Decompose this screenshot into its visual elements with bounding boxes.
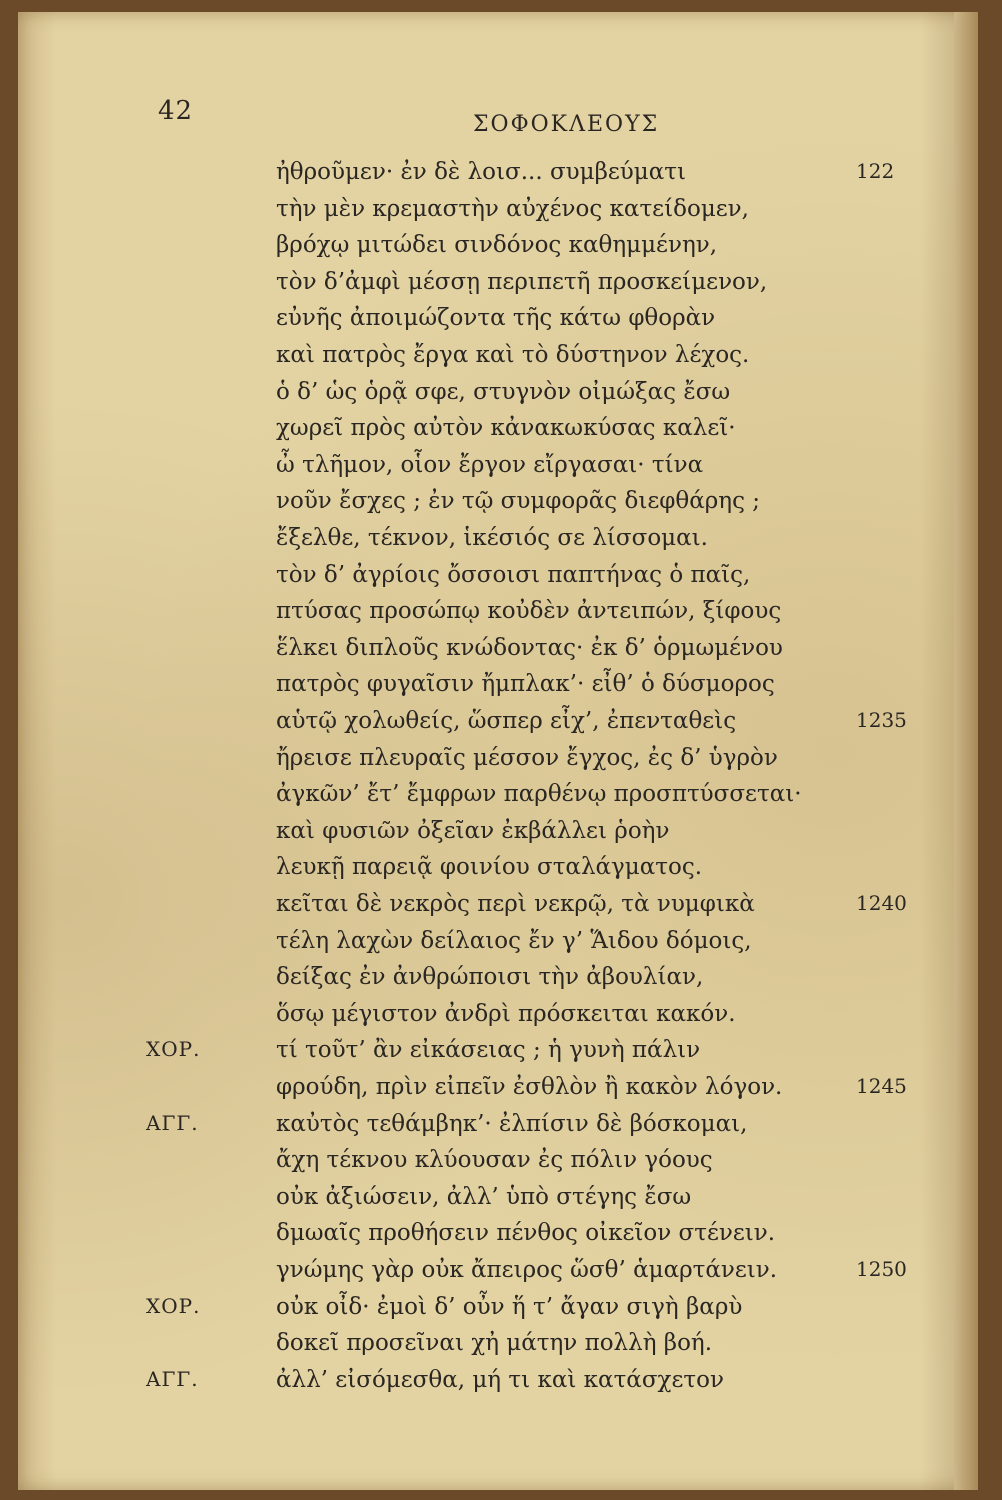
verse-text: χωρεῖ πρὸς αὐτὸν κἀνακωκύσας καλεῖ· <box>276 415 736 441</box>
verse-text: γνώμης γὰρ οὐκ ἄπειρος ὥσθ’ ἁμαρτάνειν. <box>276 1257 778 1283</box>
verse-line <box>18 1257 978 1293</box>
verse-line <box>18 452 978 488</box>
verse-line <box>18 1037 978 1073</box>
verse-text: ἀλλ’ εἰσόμεσθα, μή τι καὶ κατάσχετον <box>276 1367 724 1393</box>
verse-line <box>18 525 978 561</box>
verse-line <box>18 1184 978 1220</box>
verse-text: εὐνῆς ἀποιμώζοντα τῆς κάτω φθορὰν <box>276 305 716 331</box>
verse-text: δείξας ἐν ἀνθρώποισι τὴν ἀβουλίαν, <box>276 964 704 990</box>
verse-text: ἠθροῦμεν· ἐν δὲ λοισ... συμβεύματι <box>276 159 687 185</box>
verse-text: καὶ πατρὸς ἔργα καὶ τὸ δύστηνον λέχος. <box>276 342 750 368</box>
verse-text: οὐκ οἶδ· ἐμοὶ δ’ οὖν ἥ τ’ ἄγαν σιγὴ βαρὺ <box>276 1294 743 1320</box>
verse-line <box>18 1294 978 1330</box>
verse-text: βρόχῳ μιτώδει σινδόνος καθημμένην, <box>276 232 718 258</box>
verse-line <box>18 488 978 524</box>
verse-line <box>18 964 978 1000</box>
running-head: ΣΟΦΟΚΛΕΟΥΣ <box>473 112 660 137</box>
verse-line <box>18 1367 978 1403</box>
verse-text: τὸν δ’ ἀγρίοις ὄσσοισι παπτήνας ὁ παῖς, <box>276 562 751 588</box>
verse-line <box>18 745 978 781</box>
line-number: 1250 <box>856 1257 907 1281</box>
line-number: 1245 <box>856 1074 907 1098</box>
speaker-label: ΑΓΓ. <box>146 1111 199 1135</box>
verse-line <box>18 635 978 671</box>
verse-line <box>18 269 978 305</box>
verse-text: πατρὸς φυγαῖσιν ἤμπλακ’· εἶθ’ ὁ δύσμορος <box>276 671 775 697</box>
verse-line <box>18 781 978 817</box>
verse-text: νοῦν ἔσχες ; ἐν τῷ συμφορᾶς διεφθάρης ; <box>276 488 761 514</box>
verse-text: ὁ δ’ ὡς ὁρᾷ σφε, στυγνὸν οἰμώξας ἔσω <box>276 379 731 405</box>
verse-line <box>18 196 978 232</box>
page-number: 42 <box>158 96 194 126</box>
verse-text: τὸν δ’ἀμφὶ μέσσῃ περιπετῆ προσκείμενον, <box>276 269 768 295</box>
verse-line <box>18 1220 978 1256</box>
verse-line <box>18 854 978 890</box>
line-number: 1240 <box>856 891 907 915</box>
verse-text: ἄχη τέκνου κλύουσαν ἐς πόλιν γόους <box>276 1147 713 1173</box>
verse-line <box>18 1147 978 1183</box>
verse-line <box>18 671 978 707</box>
line-number: 122 <box>856 159 895 183</box>
verse-line <box>18 305 978 341</box>
verse-line <box>18 342 978 378</box>
verse-text: ὦ τλῆμον, οἷον ἔργον εἴργασαι· τίνα <box>276 452 704 478</box>
verse-line <box>18 708 978 744</box>
verse-text: κεῖται δὲ νεκρὸς περὶ νεκρῷ, τὰ νυμφικὰ <box>276 891 755 917</box>
verse-text: τί τοῦτ’ ἂν εἰκάσειας ; ἡ γυνὴ πάλιν <box>276 1037 701 1063</box>
verse-text: ὅσῳ μέγιστον ἀνδρὶ πρόσκειται κακόν. <box>276 1001 736 1027</box>
book-page <box>18 12 978 1490</box>
verse-line <box>18 159 978 195</box>
verse-line <box>18 415 978 451</box>
verse-line <box>18 1330 978 1366</box>
verse-line <box>18 232 978 268</box>
line-number: 1235 <box>856 708 907 732</box>
speaker-label: ΑΓΓ. <box>146 1367 199 1391</box>
verse-text: πτύσας προσώπῳ κοὐδὲν ἀντειπών, ξίφους <box>276 598 782 624</box>
verse-text: οὐκ ἀξιώσειν, ἀλλ’ ὑπὸ στέγης ἔσω <box>276 1184 692 1210</box>
verse-text: δοκεῖ προσεῖναι χἠ μάτην πολλὴ βοή. <box>276 1330 713 1356</box>
verse-line <box>18 928 978 964</box>
verse-line <box>18 1074 978 1110</box>
verse-text: δμωαῖς προθήσειν πένθος οἰκεῖον στένειν. <box>276 1220 776 1246</box>
speaker-label: ΧΟΡ. <box>146 1294 201 1318</box>
verse-line <box>18 818 978 854</box>
speaker-label: ΧΟΡ. <box>146 1037 201 1061</box>
verse-line <box>18 379 978 415</box>
verse-text: τὴν μὲν κρεμαστὴν αὐχένος κατείδομεν, <box>276 196 749 222</box>
verse-line <box>18 891 978 927</box>
verse-text: ἔξελθε, τέκνον, ἱκέσιός σε λίσσομαι. <box>276 525 708 551</box>
verse-line <box>18 1001 978 1037</box>
verse-line <box>18 598 978 634</box>
verse-text: λευκῇ παρειᾷ φοινίου σταλάγματος. <box>276 854 703 880</box>
verse-text: καὐτὸς τεθάμβηκ’· ἐλπίσιν δὲ βόσκομαι, <box>276 1111 748 1137</box>
verse-text: ἕλκει διπλοῦς κνώδοντας· ἐκ δ’ ὁρμωμένου <box>276 635 783 661</box>
verse-text: αὑτῷ χολωθείς, ὥσπερ εἶχ’, ἐπενταθεὶς <box>276 708 737 734</box>
verse-line <box>18 1111 978 1147</box>
verse-line <box>18 562 978 598</box>
verse-text: φρούδη, πρὶν εἰπεῖν ἐσθλὸν ἢ κακὸν λόγον. <box>276 1074 783 1100</box>
verse-text: τέλη λαχὼν δείλαιος ἔν γ’ Ἅιδου δόμοις, <box>276 928 752 954</box>
verse-text: ἤρεισε πλευραῖς μέσσον ἔγχος, ἐς δ’ ὑγρὸν <box>276 745 778 771</box>
verse-text: ἀγκῶν’ ἔτ’ ἔμφρων παρθένῳ προσπτύσσεται· <box>276 781 802 807</box>
verse-text: καὶ φυσιῶν ὀξεῖαν ἐκβάλλει ῥοὴν <box>276 818 670 844</box>
